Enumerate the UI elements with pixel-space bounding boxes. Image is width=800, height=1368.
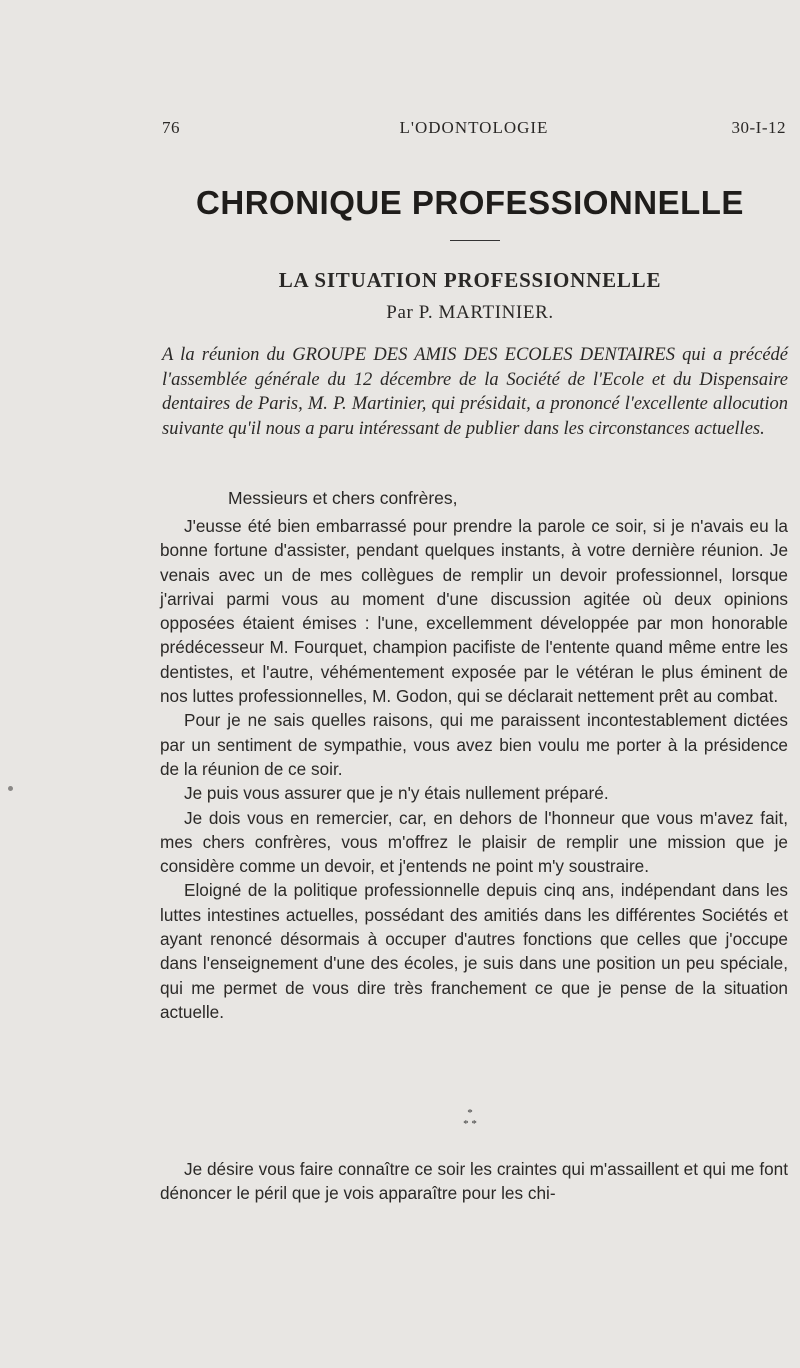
asterism-bottom: * * [463,1118,477,1130]
editorial-intro: A la réunion du GROUPE DES AMIS DES ECOLES DENTAIRES qui a précédé l'assemblée générale du 12 décembre de la Société de l'Ecole et du Dispensaire dentaires de Paris, M. P. Martinier, qui présidait, a prononcé l'excellente allocution suivante qu'il nous a paru intéressant de publier dans les circonstances actuelles. [162,345,788,439]
speech-continuation [160,1157,788,1206]
section-asterism [440,1108,500,1130]
article-byline: Par P. MARTINIER. [386,302,554,323]
title-divider [450,240,500,241]
journal-title: L'ODONTOLOGIE [399,118,549,137]
issue-date: 30-I-12 [731,118,786,137]
speech-body [160,514,788,1024]
paragraph: Pour je ne sais quelles raisons, qui me paraissent incontestablement dictées par un sentiment de sympathie, vous avez bien voulu me porter à la présidence de la réunion de ce soir. [160,710,788,779]
paragraph: J'eusse été bien embarrassé pour prendre la parole ce soir, si je n'avais eu la bonne fortune d'assister, pendant quelques instants, à votre dernière réunion. Je venais avec un de mes collègues de remplir un devoir professionnel, lorsque j'arrivai parmi vous au moment d'une discussion agitée où deux opinions opposées étaient émises : l'une, excellemment développée par mon honorable prédécesseur M. Fourquet, champion pacifiste de l'entente quand même entre les dentistes, et l'autre, véhémentement exposée par le vétéran le plus éminent de nos luttes professionnelles, M. Godon, qui se déclarait nettement prêt au combat. [160,516,788,707]
paper-speck [8,786,13,791]
paragraph: Je puis vous assurer que je n'y étais nullement préparé. [184,783,609,804]
paragraph: Eloigné de la politique professionnelle depuis cinq ans, indépendant dans les luttes intestines actuelles, possédant des amitiés dans les différentes Sociétés et ayant renoncé désormais à occuper d'autres fonctions que celles que j'occupe dans l'enseignement d'une des écoles, je suis dans une position un peu spéciale, qui me permet de vous dire très franchement ce que je pense de la situation actuelle. [160,880,788,1022]
running-header [162,118,786,142]
asterism-top: * [467,1107,473,1119]
page-number: 76 [162,118,180,137]
paragraph: Je désire vous faire connaître ce soir les craintes qui m'assaillent et qui me font dénoncer le péril que je vois apparaître pour les chi- [160,1159,788,1204]
article-title: LA SITUATION PROFESSIONNELLE [278,268,662,292]
section-title: CHRONIQUE PROFESSIONNELLE [196,184,744,221]
paragraph: Je dois vous en remercier, car, en dehors de l'honneur que vous m'avez fait, mes chers confrères, vous m'offrez le plaisir de remplir une mission que je considère comme un devoir, et j'entends ne point m'y soustraire. [160,807,788,877]
salutation: Messieurs et chers confrères, [228,488,458,508]
